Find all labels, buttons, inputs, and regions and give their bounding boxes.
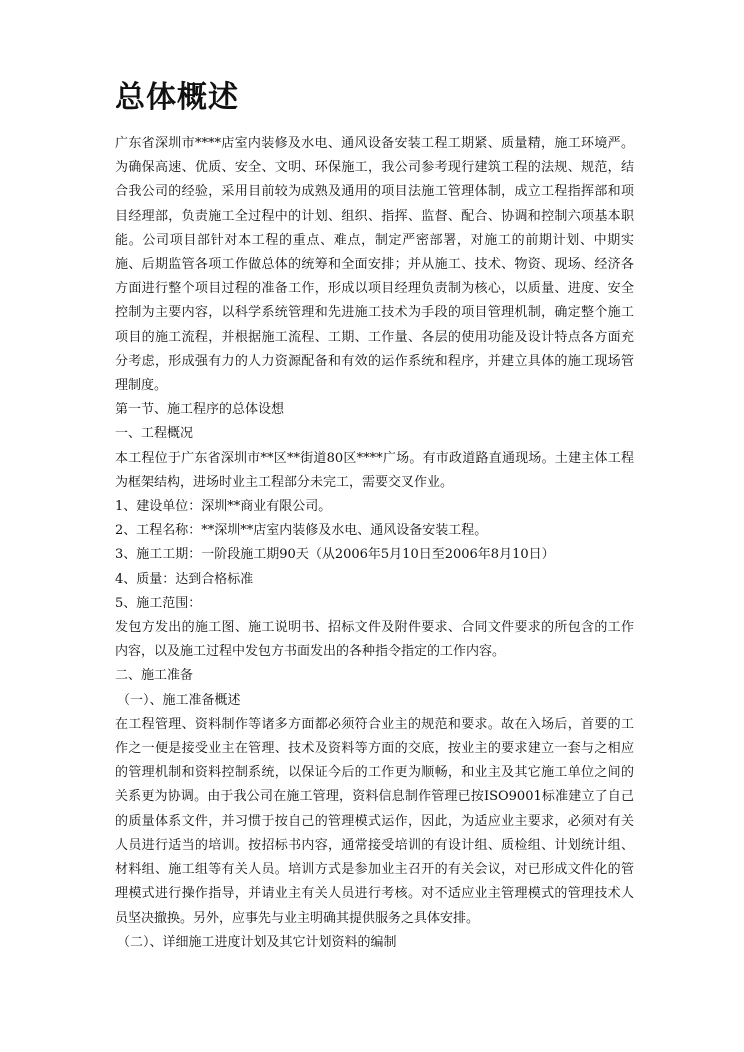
- overview-paragraph: 本工程位于广东省深圳市**区**街道80区****广场。有市政道路直通现场。土建主体工程为框架结构，进场时业主工程部分未完工，需要交叉作业。: [115, 450, 634, 490]
- subsubsection-heading: （二）、详细施工进度计划及其它计划资料的编制: [117, 934, 397, 950]
- subsection-heading: 一、工程概况: [115, 426, 194, 442]
- list-item: 3、施工工期：一阶段施工期90天（从2006年5月10日至2006年8月10日）: [115, 547, 555, 563]
- list-item: 5、施工范围：: [115, 595, 202, 611]
- subsection-heading: 二、施工准备: [115, 668, 194, 684]
- section-heading: 第一节、施工程序的总体设想: [115, 402, 285, 418]
- page-title: 总体概述: [115, 80, 239, 115]
- intro-paragraph: 广东省深圳市****店室内装修及水电、通风设备安装工程工期紧、质量精，施工环境严。为确保高速、优质、安全、文明、环保施工，我公司参考现行建筑工程的法规、规范，结合我公司的经验，采用目前较为成熟及通用的项目法施工管理体制，成立工程指挥部和项目经理部，负责施工全过程中的计划、组织、指挥、监督、配合、协调和控制六项基本职能。公司项目部针对本工程的重点、难点，制定严密部署，对施工的前期计划、中期实施、后期监管各项工作做总体的统筹和全面安排；并从施工、技术、物资、现场、经济各方面进行整个项目过程的准备工作，形成以项目经理负责制为核心，以质量、进度、安全控制为主要内容，以科学系统管理和先进施工技术为手段的项目管理机制，确定整个施工项目的施工流程，并根据施工流程、工期、工作量、各层的使用功能及设计特点各方面充分考虑，形成强有力的人力资源配备和有效的运作系统和程序，并建立具体的施工现场管理制度。: [115, 136, 634, 394]
- subsubsection-heading: （一）、施工准备概述: [117, 692, 241, 708]
- prep-paragraph: 在工程管理、资料制作等诸多方面都必须符合业主的规范和要求。故在入场后，首要的工作之一便是接受业主在管理、技术及资料等方面的交底，按业主的要求建立一套与之相应的管理机制和资料控制系统，以保证今后的工作更为顺畅，和业主及其它施工单位之间的关系更为协调。由于我公司在施工管理，资料信息制作管理已按ISO9001标准建立了自己的质量体系文件，并习惯于按自己的管理模式运作，因此，为适应业主要求，必须对有关人员进行适当的培训。按招标书内容，通常接受培训的有设计组、质检组、计划统计组、材料组、施工组等有关人员。培训方式是参加业主召开的有关会议，对已形成文件化的管理模式进行操作指导，并请业主有关人员进行考核。对不适应业主管理模式的管理技术人员坚决撤换。另外，应事先与业主明确其提供服务之具体安排。: [115, 716, 634, 926]
- list-item: 4、质量：达到合格标准: [115, 571, 254, 587]
- list-item: 1、建设单位：深圳**商业有限公司。: [115, 499, 332, 515]
- scope-paragraph: 发包方发出的施工图、施工说明书、招标文件及附件要求、合同文件要求的所包含的工作内容，以及施工过程中发包方书面发出的各种指令指定的工作内容。: [115, 620, 634, 660]
- list-item: 2、工程名称：**深圳**店室内装修及水电、通风设备安装工程。: [115, 523, 488, 539]
